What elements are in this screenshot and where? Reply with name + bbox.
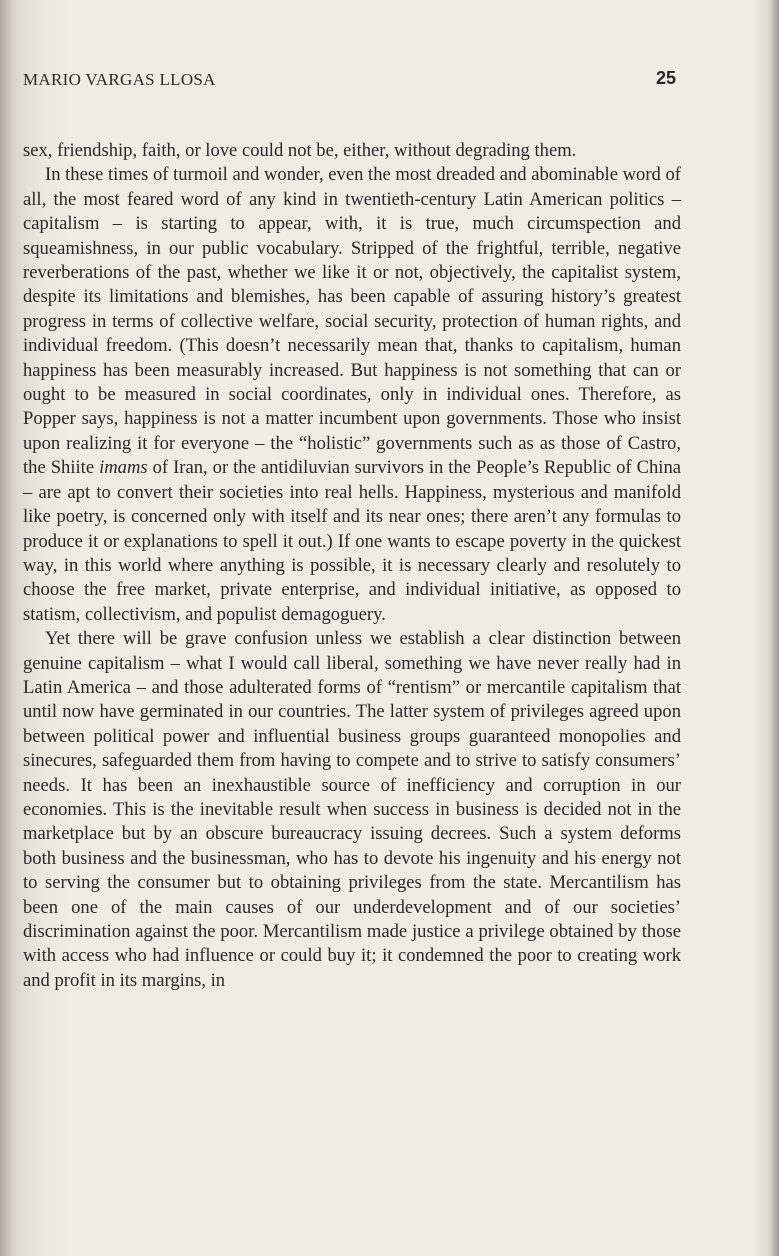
- paragraph-2-italic: imams: [99, 457, 148, 479]
- running-head: [23, 68, 676, 94]
- body-text: [23, 139, 681, 993]
- paragraph-2-part-b: of Iran, or the antidiluvian survivors in the People’s Republic of China – are apt to convert their societies into real hells. Happiness, mysterious and manifold like poetry, is concerned only with itself and its near ones; there aren’t any formulas to produce it or explanations to spell it out.) If one wants to escape poverty in the quickest way, in this world where anything is possible, it is necessary clearly and resolutely to choose the free market, private enterprise, and individual initiative, as opposed to statism, collectivism, and populist demagoguery.: [23, 457, 681, 625]
- paragraph-2: [23, 163, 681, 627]
- page-number: 25: [655, 68, 676, 88]
- paragraph-3: Yet there will be grave confusion unless we establish a clear distinction between genuine capitalism – what I would call liberal, something we have never really had in Latin America – and those adulterated forms of “rentism” or mercantile capitalism that until now have germinated in our countries. The latter system of privileges agreed upon between political power and influential business groups guaranteed monopolies and sinecures, safeguarded them from having to compete and to strive to satisfy consumers’ needs. It has been an inexhaustible source of inefficiency and corruption in our economies. This is the inevitable result when success in business is decided not in the marketplace but by an obscure bureaucracy issuing decrees. Such a system deforms both business and the businessman, who has to devote his ingenuity and his energy not to serving the consumer but to obtaining privileges from the state. Mercantilism has been one of the main causes of our underdevelopment and of our societies’ discrimination against the poor. Mercantilism made justice a privilege obtained by those with access who had influence or could buy it; it condemned the poor to creating work and profit in its margins, in: [23, 628, 681, 991]
- paragraph-2-part-a: In these times of turmoil and wonder, even the most dreaded and abominable word of all, the most feared word of any kind in twentieth-century Latin American politics – capitalism – is starting to appear, with, it is true, much circumspection and squeamishness, in our public vocabulary. Stripped of the frightful, terrible, negative reverberations of the past, whether we like it or not, objectively, the capitalist system, despite its limitations and blemishes, has been capable of assuring history’s greatest progress in terms of collective welfare, social security, protection of human rights, and individual freedom. (This doesn’t necessarily mean that, thanks to capitalism, human happiness has been measurably increased. But happiness is not something that can or ought to be measured in social coordinates, only in individual ones. Therefore, as Popper says, happiness is not a matter incumbent upon governments. Those who insist upon realizing it for everyone – the “holistic” governments such as as those of Castro, the Shiite: [23, 164, 681, 479]
- paragraph-1: sex, friendship, faith, or love could not be, either, without degrading them.: [23, 140, 577, 161]
- running-head-author: MARIO VARGAS LLOSA: [23, 70, 216, 89]
